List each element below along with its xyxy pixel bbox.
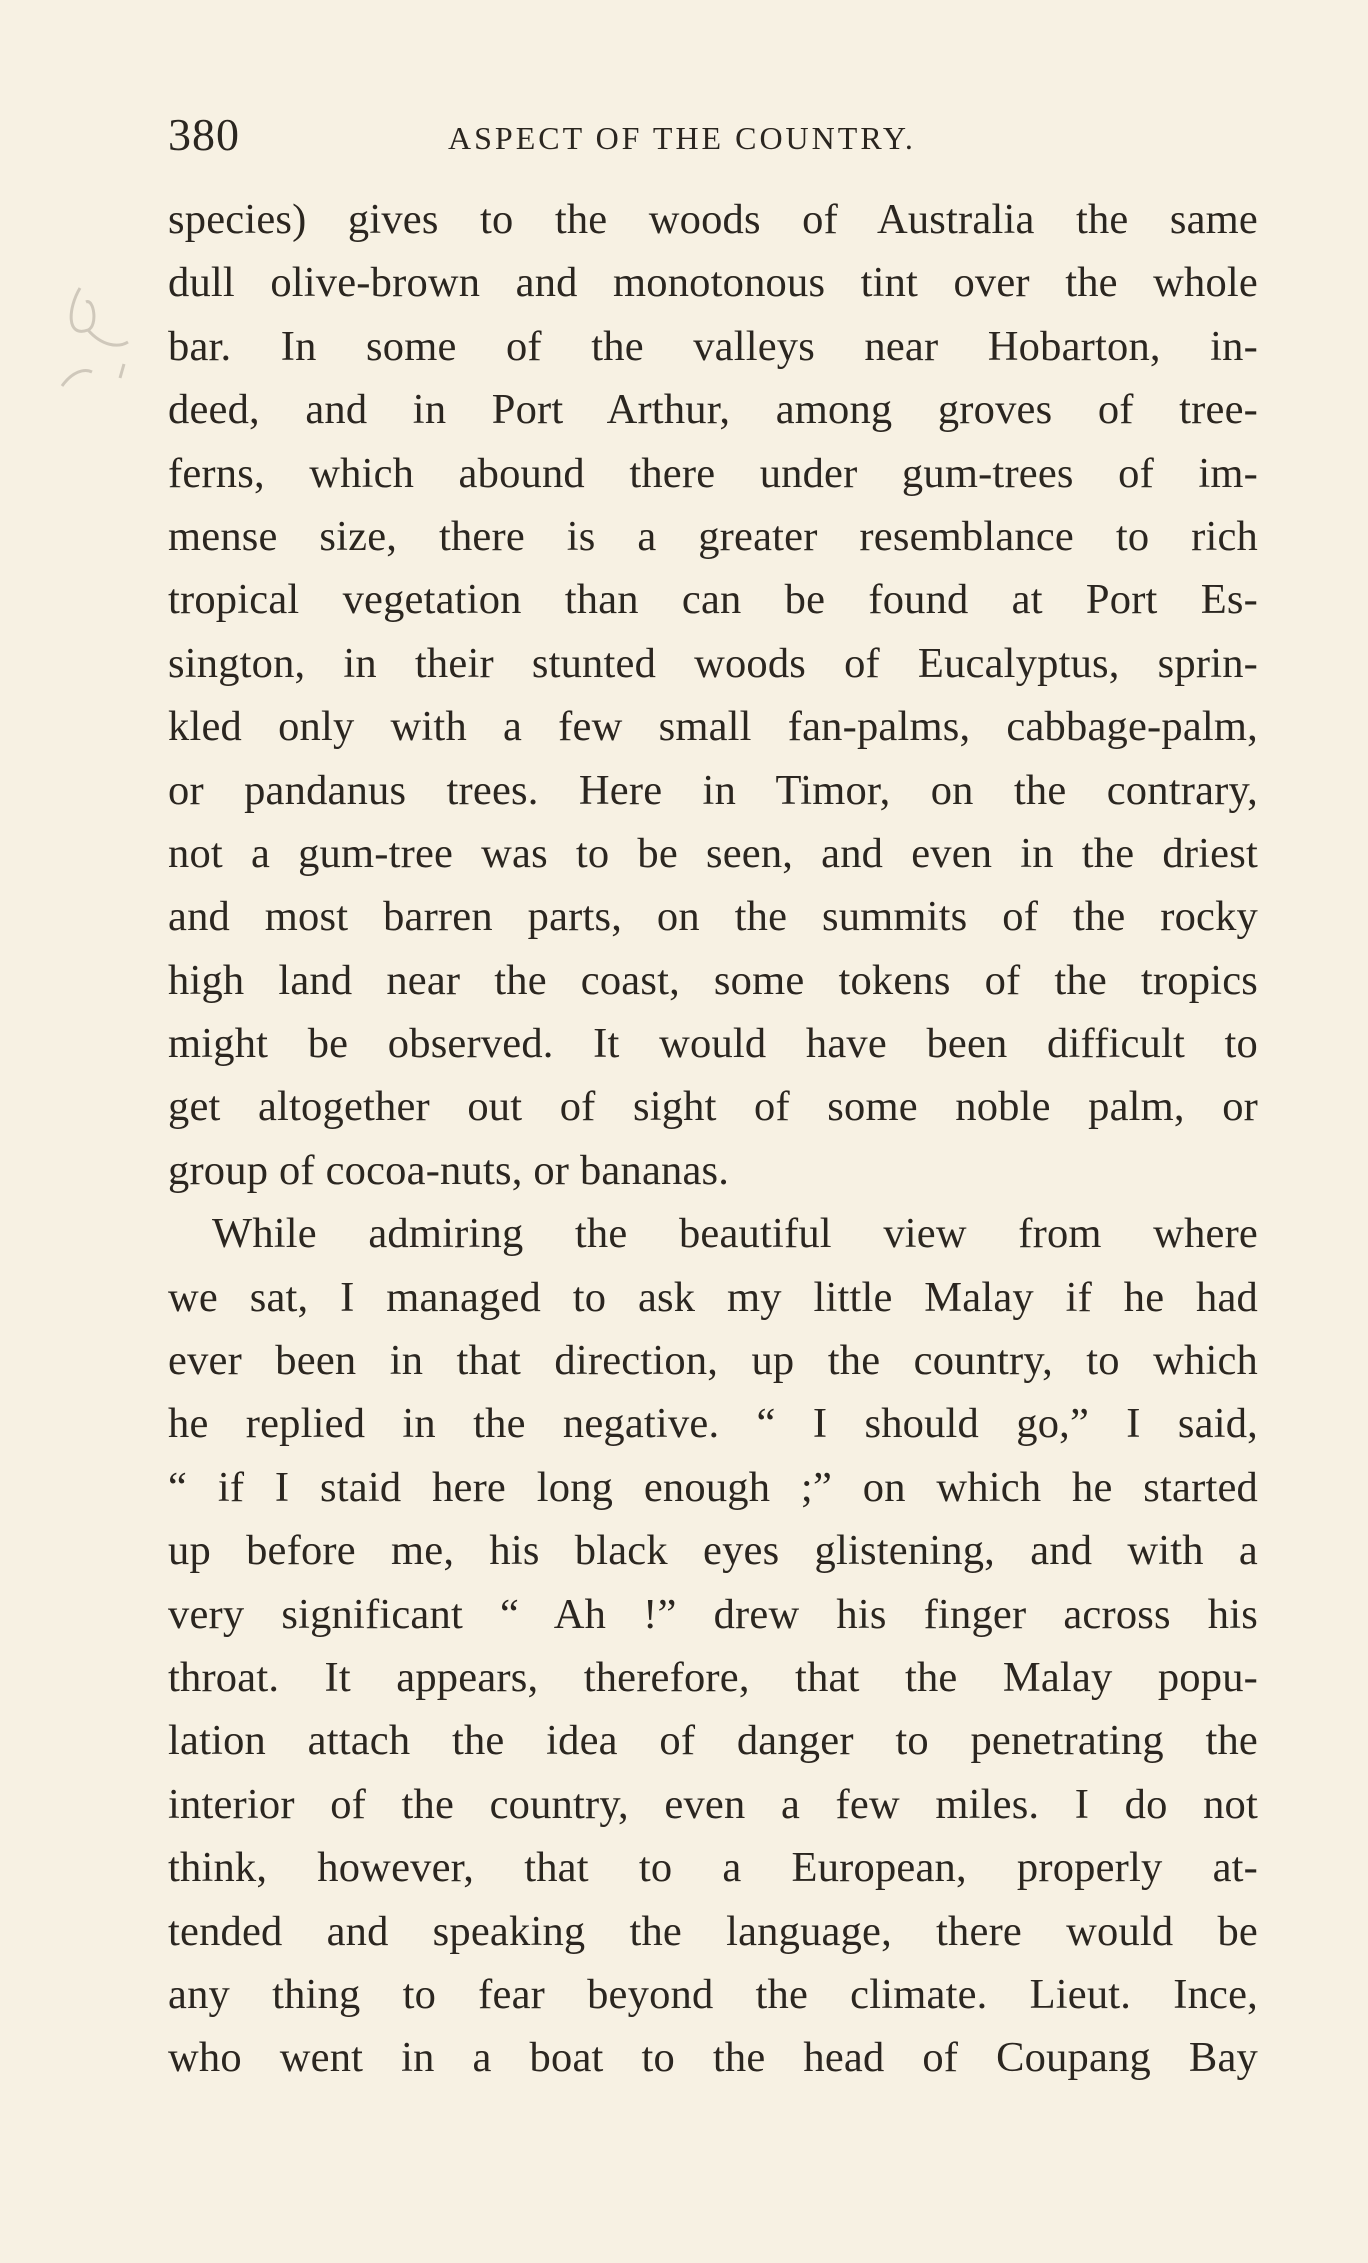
text-line: tended and speaking the language, there would be <box>168 1907 1258 1955</box>
running-title: ASPECT OF THE COUNTRY. <box>448 120 916 156</box>
text-line: and most barren parts, on the summits of the rocky <box>168 893 1258 941</box>
text-line: sington, in their stunted woods of Eucalyptus, sprin- <box>168 639 1258 687</box>
text-line: “ if I staid here long enough ;” on which he started <box>168 1463 1258 1511</box>
body-text <box>168 188 1258 2090</box>
text-line: any thing to fear beyond the climate. Lieut. Ince, <box>168 1970 1258 2018</box>
text-line: bar. In some of the valleys near Hobarton, in- <box>168 322 1258 370</box>
text-line: tropical vegetation than can be found at Port Es- <box>168 576 1258 624</box>
paragraph-2 <box>168 1202 1258 2089</box>
text-line: group of cocoa-nuts, or bananas. <box>168 1146 730 1194</box>
text-line: interior of the country, even a few miles. I do not <box>168 1780 1258 1828</box>
text-line: high land near the coast, some tokens of the tropics <box>168 956 1258 1004</box>
text-line: lation attach the idea of danger to penetrating the <box>168 1717 1258 1765</box>
text-line: ever been in that direction, up the country, to which <box>168 1337 1258 1385</box>
text-line: think, however, that to a European, properly at- <box>168 1844 1258 1892</box>
text-line: mense size, there is a greater resemblance to rich <box>168 512 1258 560</box>
text-line: very significant “ Ah !” drew his finger across his <box>168 1590 1258 1638</box>
text-line: throat. It appears, therefore, that the Malay popu- <box>168 1653 1258 1701</box>
text-line: deed, and in Port Arthur, among groves of tree- <box>168 386 1258 434</box>
text-line: dull olive-brown and monotonous tint over the whole <box>168 259 1258 307</box>
text-line: species) gives to the woods of Australia the same <box>168 196 1258 243</box>
text-line: he replied in the negative. “ I should go,” I said, <box>168 1400 1258 1448</box>
text-line: might be observed. It would have been difficult to <box>168 1020 1258 1068</box>
text-line: not a gum-tree was to be seen, and even in the driest <box>168 829 1258 877</box>
text-line: get altogether out of sight of some noble palm, or <box>168 1083 1258 1131</box>
text-line: ferns, which abound there under gum-trees of im- <box>168 449 1258 497</box>
text-line: kled only with a few small fan-palms, cabbage-palm, <box>168 703 1258 751</box>
text-line: up before me, his black eyes glistening, and with a <box>168 1527 1258 1575</box>
running-head <box>168 108 998 168</box>
paragraph-1 <box>168 188 1258 1202</box>
pencil-margin-mark <box>58 268 148 408</box>
text-line: or pandanus trees. Here in Timor, on the contrary, <box>168 766 1258 814</box>
text-line: While admiring the beautiful view from where <box>212 1210 1258 1258</box>
page-number: 380 <box>168 109 240 160</box>
text-line: we sat, I managed to ask my little Malay if he had <box>168 1273 1258 1321</box>
text-line: who went in a boat to the head of Coupang Bay <box>168 2034 1258 2082</box>
